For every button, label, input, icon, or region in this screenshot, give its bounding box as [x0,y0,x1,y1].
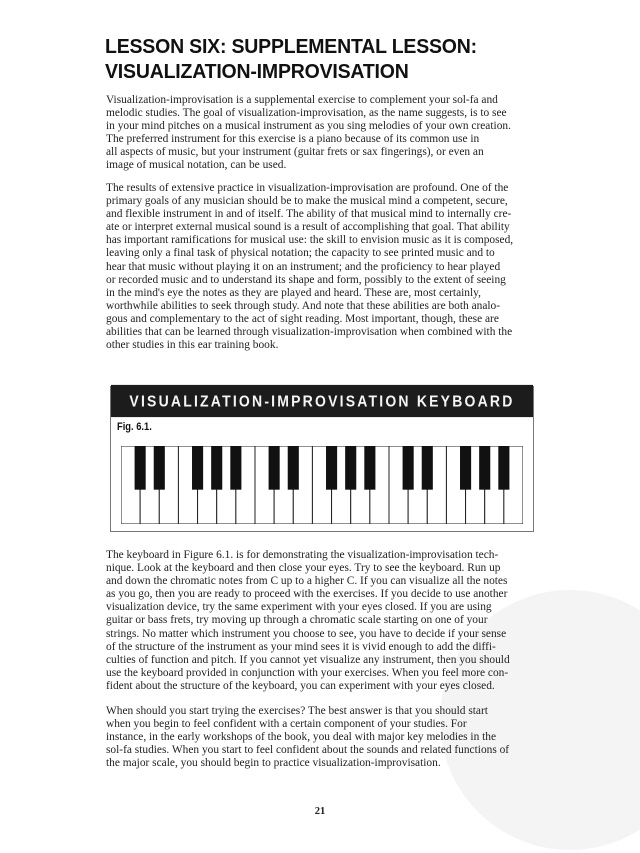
piano-keyboard [121,446,523,524]
paragraph-line: When should you start trying the exercises? The best answer is that you should start [106,705,488,717]
figure-label: Fig. 6.1. [117,421,152,433]
black-key [479,446,490,490]
paragraph-line: other studies in this ear training book. [106,339,279,352]
paragraph-line: and flexible instrument in and of itself. The ability of that musical mind to internally cre- [106,208,512,221]
black-key [269,446,280,490]
black-key [154,446,165,490]
paragraph-line: all aspects of music, but your instrument (guitar frets or sax fingerings), or even an [106,146,484,159]
black-key [192,446,203,490]
paragraph-line: ate or interpret external musical sound is a result of accomplishing that goal. That ability [106,221,510,234]
black-key [135,446,146,490]
paragraph-line: in your mind pitches on a musical instrument as you sing melodies of your own creation. [106,120,511,133]
paragraph-line: guitar or bass frets, try moving up through a chromatic scale starting on one of your [106,614,488,627]
paragraph-line: The results of extensive practice in visualization-improvisation are profound. One of the [106,182,509,194]
paragraph-when-to-start [106,705,538,770]
black-key [345,446,356,490]
figure-header: VISUALIZATION-IMPROVISATION KEYBOARD [111,385,533,417]
keyboard-figure [110,386,534,532]
black-key [326,446,337,490]
paragraph-line: the major scale, you should begin to practice visualization-improvisation. [106,757,441,770]
paragraph-line: image of musical notation, can be used. [106,159,287,172]
paragraph-line: primary goals of any musician should be to make the musical mind a competent, secure, [106,195,508,208]
paragraph-line: use the keyboard provided in conjunction with your exercises. When you feel more con- [106,666,509,679]
paragraph-line: Visualization-improvisation is a supplemental exercise to complement your sol-fa and [106,94,498,106]
title-line-1: LESSON SIX: SUPPLEMENTAL LESSON: [105,35,477,58]
page-number: 21 [314,806,326,817]
paragraph-line: has important ramifications for musical use: the skill to envision music as it is composed, [106,234,514,247]
paragraph-line: abilities that can be learned through visualization-improvisation when combined with the [106,326,513,339]
paragraph-line: leaving only a final task of physical notation; the capacity to see printed music and to [106,247,495,260]
black-key [230,446,241,490]
paragraph-line: and down the chromatic notes from C up to a higher C. If you can visualize all the notes [106,575,508,588]
paragraph-line: or recorded music and to understand its shape and form, possibly to the extent of seeing [106,273,506,286]
paragraph-line: worthwhile abilities to seek through study. And note that these abilities are both analo- [106,299,501,312]
paragraph-line: sol-fa studies. When you start to feel confident about the sounds and related functions of [106,744,510,757]
paragraph-line: visualization device, try the same experiment with your eyes closed. If you are using [106,601,492,614]
title-line-2: VISUALIZATION-IMPROVISATION [105,60,409,83]
paragraph-results [106,182,538,352]
paragraph-line: in the mind's eye the notes as they are played and heard. These are, most certainly, [106,286,481,299]
black-key [460,446,471,490]
black-key [498,446,509,490]
paragraph-line: as you go, then you are ready to proceed with the exercises. If you decide to use another [106,588,508,601]
paragraph-line: gous and complementary to the act of sight reading. Most important, though, these are [106,312,499,325]
paragraph-intro [106,94,538,173]
lesson-title [105,34,523,84]
paragraph-line: The preferred instrument for this exercise is a piano because of its common use in [106,133,480,146]
paragraph-line: fident about the structure of the keyboard, you can experiment with your eyes closed. [106,679,495,692]
paragraph-line: hear that music without playing it on an instrument; and the proficiency to hear played [106,260,501,273]
paragraph-line: melodic studies. The goal of visualization-improvisation, as the name suggests, is to see [106,107,507,120]
paragraph-line: strings. No matter which instrument you choose to see, you have to decide if your sense [106,627,507,640]
paragraph-line: The keyboard in Figure 6.1. is for demonstrating the visualization-improvisation tech- [106,549,499,561]
paragraph-line: instance, in the early workshops of the book, you deal with major key melodies in the [106,731,497,744]
paragraph-line: culties of function and pitch. If you cannot yet visualize any instrument, then you should [106,653,510,666]
black-key [422,446,433,490]
black-key [403,446,414,490]
paragraph-line: nique. Look at the keyboard and then close your eyes. Try to see the keyboard. Run up [106,562,501,575]
black-key [211,446,222,490]
paragraph-keyboard [106,549,538,693]
paragraph-line: of the structure of the instrument as your mind sees it is vivid enough to add the diffi- [106,640,496,653]
paragraph-line: when you begin to feel confident with a certain component of your studies. For [106,718,467,731]
black-key [288,446,299,490]
black-key [364,446,375,490]
